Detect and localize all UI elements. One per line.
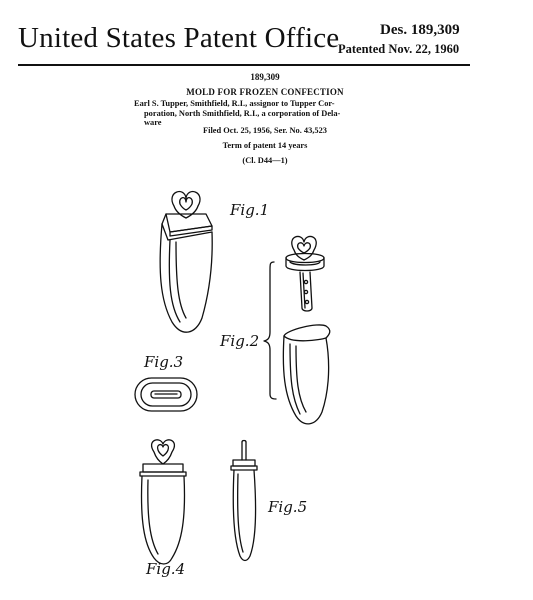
inventor-line: Earl S. Tupper, Smithfield, R.I., assignor to Tupper Cor- xyxy=(134,99,335,108)
fig-2-label: Fig.2 xyxy=(220,332,260,350)
office-title: United States Patent Office xyxy=(18,22,340,54)
patent-term: Term of patent 14 years xyxy=(222,141,308,150)
figure-2-drawing xyxy=(264,236,330,423)
inventor-line: poration, North Smithfield, R.I., a corporation of Dela- xyxy=(144,108,341,118)
figure-5-drawing xyxy=(231,441,257,561)
filing-info: Filed Oct. 25, 1956, Ser. No. 43,523 xyxy=(203,126,327,135)
figure-3-drawing xyxy=(135,378,197,411)
patented-date: Patented Nov. 22, 1960 xyxy=(338,42,460,56)
fig-3-label: Fig.3 xyxy=(144,353,184,371)
fig-4-label: Fig.4 xyxy=(146,560,186,578)
fig-5-label: Fig.5 xyxy=(268,498,308,516)
figure-1-drawing xyxy=(160,192,212,333)
figure-4-drawing xyxy=(140,440,186,564)
inventor-line: ware xyxy=(144,118,162,128)
patent-number: 189,309 xyxy=(250,72,280,82)
fig-1-label: Fig.1 xyxy=(230,201,270,219)
patent-title: MOLD FOR FROZEN CONFECTION xyxy=(186,87,344,97)
classification: (Cl. D44—1) xyxy=(242,156,288,165)
design-number: Des. 189,309 xyxy=(380,22,460,38)
